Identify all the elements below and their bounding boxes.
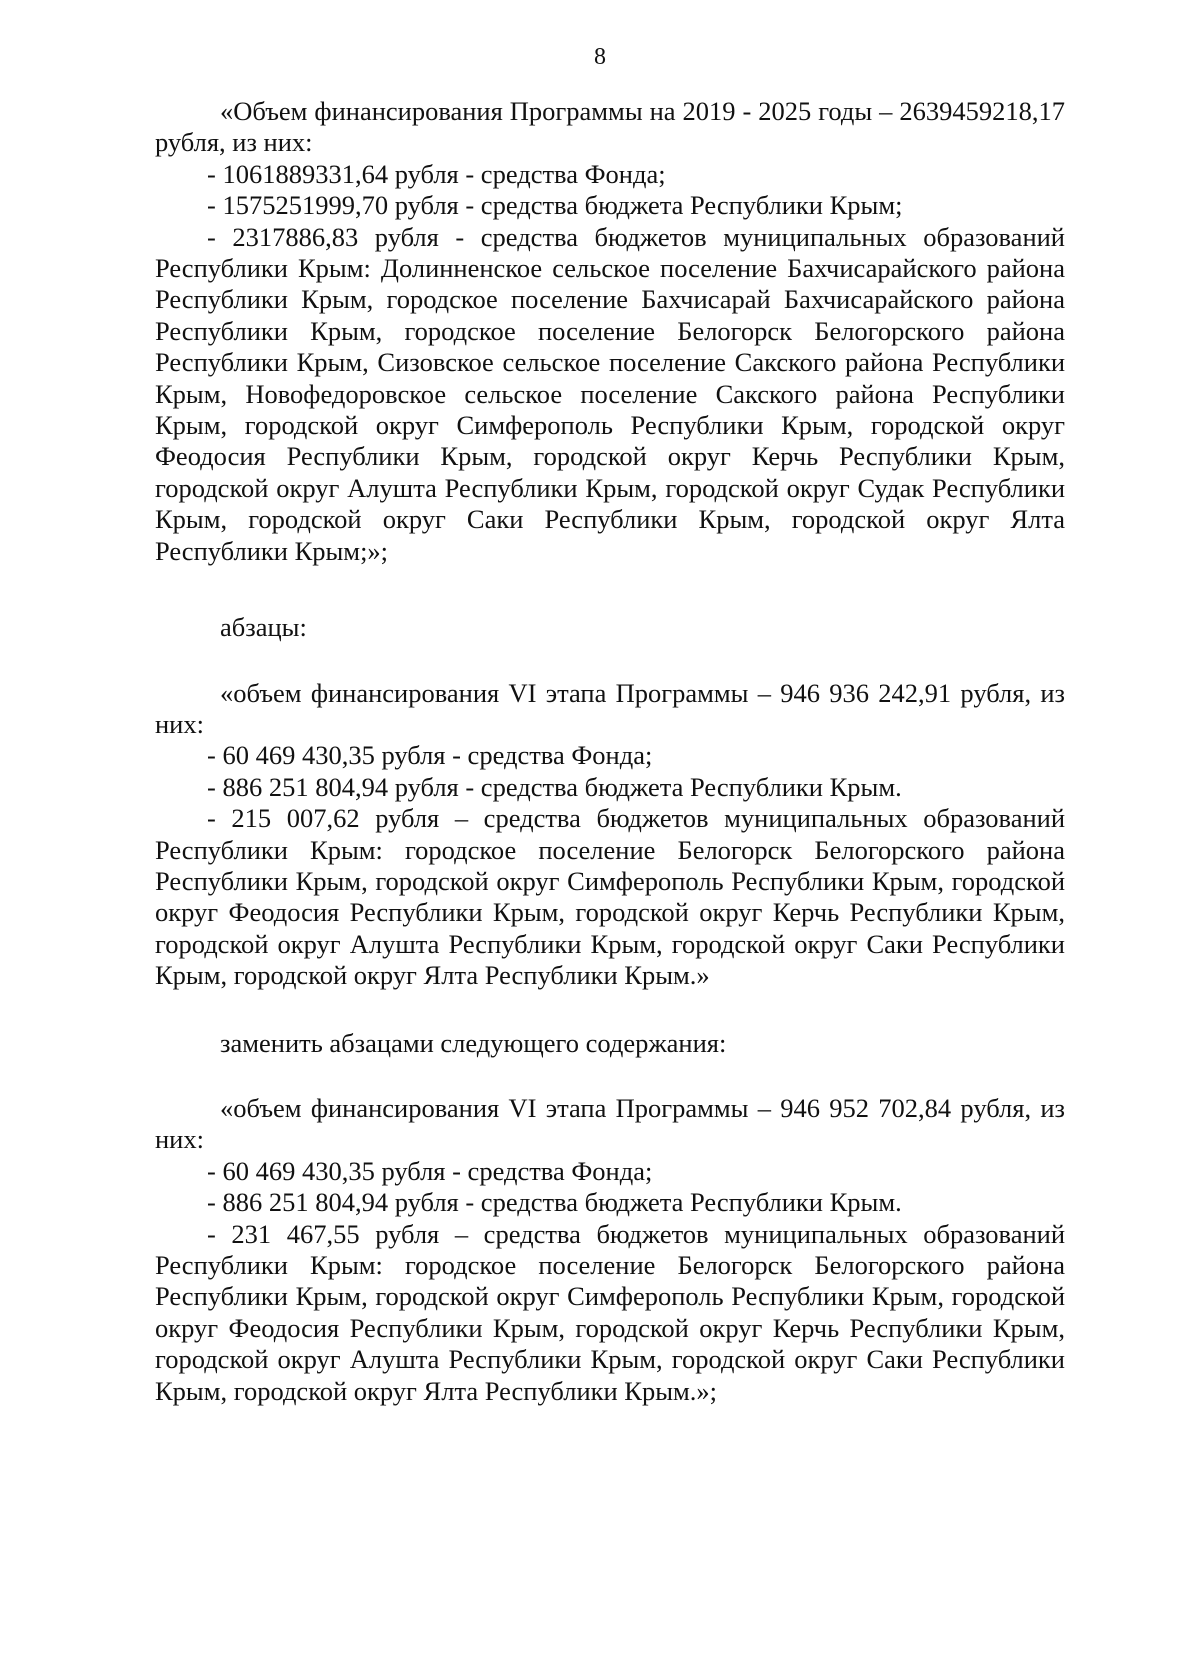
- block2-item-republic-budget: - 886 251 804,94 рубля - средства бюджета Республики Крым.: [207, 771, 902, 802]
- page-number: 8: [594, 44, 606, 70]
- block1-item-fund: - 1061889331,64 рубля - средства Фонда;: [207, 158, 666, 189]
- block3-item-municipal-budgets: - 231 467,55 рубля – средства бюджетов муниципальных образований Республики Крым: городское поселение Белогорск Белогорского района Республики Крым, городской округ Симферополь Республики Крым, городской округ Феодосия Республики Крым, городской округ Керчь Республики Крым, городской округ Алушта Республики Крым, городской округ Саки Республики Крым, городской округ Ялта Республики Крым.»;: [155, 1218, 1065, 1406]
- document-body: [155, 96, 1065, 1407]
- block1-item-municipal-budgets: - 2317886,83 рубля - средства бюджетов муниципальных образований Республики Крым: Долинненское сельское поселение Бахчисарайского района Республики Крым, городское поселение Бахчисарай Бахчисарайского района Республики Крым, городское поселение Белогорск Белогорского района Республики Крым, Сизовское сельское поселение Сакского района Республики Крым, Новофедоровское сельское поселение Сакского района Республики Крым, городской округ Симферополь Республики Крым, городской округ Феодосия Республики Крым, городской округ Керчь Республики Крым, городской округ Алушта Республики Крым, городской округ Судак Республики Крым, городской округ Саки Республики Крым, городской округ Ялта Республики Крым;»;: [155, 221, 1065, 566]
- block2-item-municipal-budgets: - 215 007,62 рубля – средства бюджетов муниципальных образований Республики Крым: городское поселение Белогорск Белогорского района Республики Крым, городской округ Симферополь Республики Крым, городской округ Феодосия Республики Крым, городской округ Керчь Республики Крым, городской округ Алушта Республики Крым, городской округ Саки Республики Крым, городской округ Ялта Республики Крым.»: [155, 803, 1065, 991]
- block2-intro: «объем финансирования VI этапа Программы – 946 936 242,91 рубля, из них:: [155, 677, 1065, 739]
- label-paragraphs: абзацы:: [220, 612, 307, 643]
- spacer: [155, 1059, 1065, 1093]
- block3-intro: «объем финансирования VI этапа Программы – 946 952 702,84 рубля, из них:: [155, 1092, 1065, 1155]
- spacer: [155, 644, 1065, 678]
- spacer: [155, 992, 1065, 1028]
- block1-item-republic-budget: - 1575251999,70 рубля - средства бюджета Республики Крым;: [207, 190, 903, 221]
- spacer: [155, 567, 1065, 612]
- block1-intro: «Объем финансирования Программы на 2019 - 2025 годы – 2639459218,17 рубля, из них:: [155, 96, 1065, 158]
- block3-item-fund: - 60 469 430,35 рубля - средства Фонда;: [207, 1155, 653, 1186]
- block3-item-republic-budget: - 886 251 804,94 рубля - средства бюджета Республики Крым.: [207, 1187, 902, 1218]
- label-replace: заменить абзацами следующего содержания:: [220, 1027, 727, 1058]
- block2-item-fund: - 60 469 430,35 рубля - средства Фонда;: [207, 740, 653, 771]
